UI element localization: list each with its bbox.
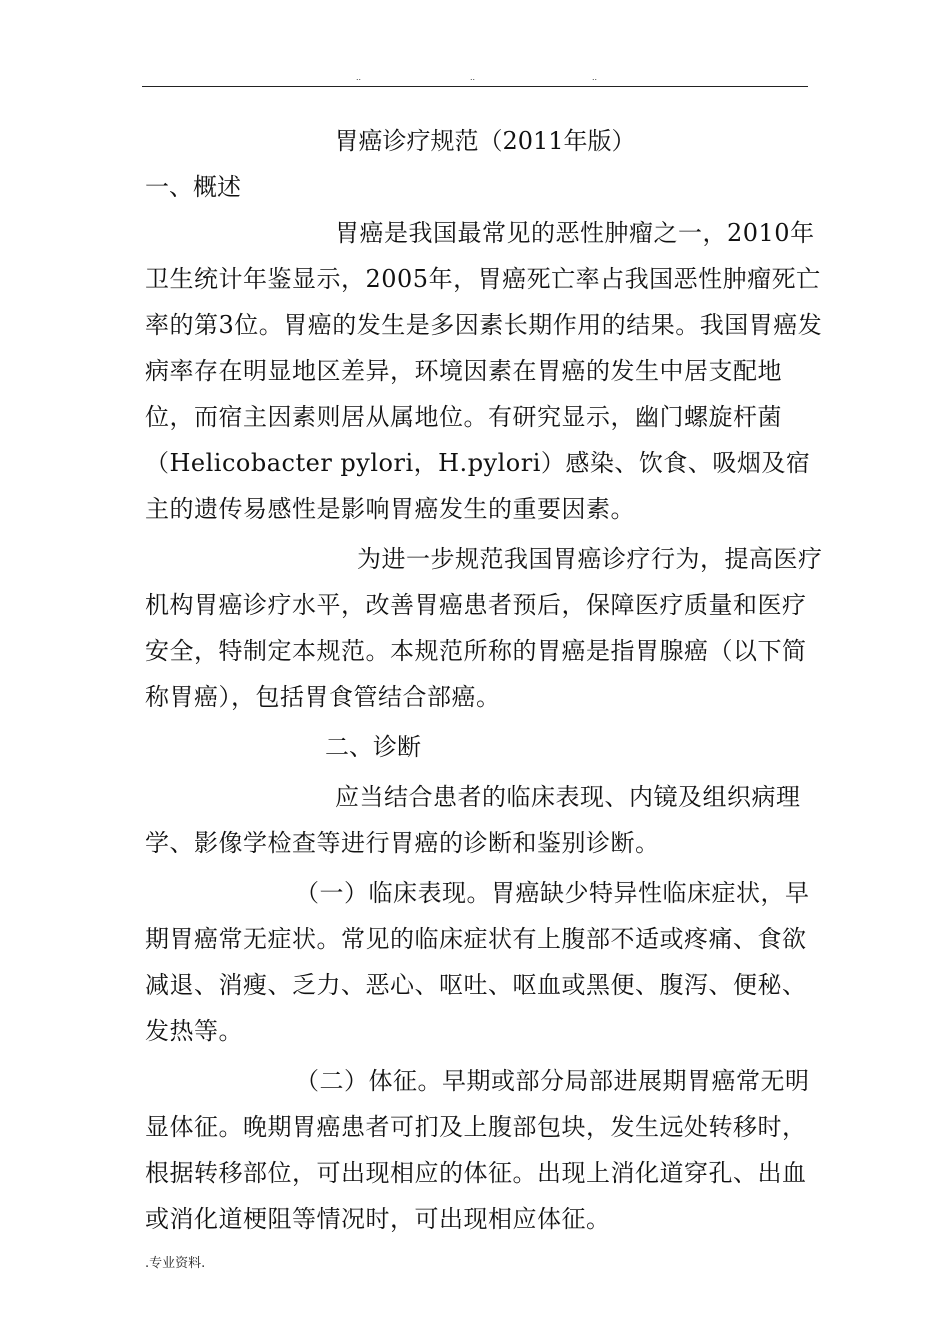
header-marks — [0, 72, 950, 86]
header-mark: .. — [592, 72, 598, 82]
section-heading-overview: 一、概述 — [145, 173, 241, 201]
header-rule — [142, 86, 808, 87]
section-heading-diagnosis: 二、诊断 — [325, 733, 421, 761]
page-footer: .专业资料. — [145, 1256, 206, 1271]
document-title: 胃癌诊疗规范（2011年版） — [334, 127, 636, 155]
paragraph-clinical-manifestations: （一）临床表现。胃癌缺少特异性临床症状，早期胃癌常无症状。常见的临床症状有上腹部不适或疼痛、食欲减退、消瘦、乏力、恶心、呕吐、呕血或黑便、腹泻、便秘、发热等。 — [145, 879, 810, 1045]
paragraph-overview-2: 为进一步规范我国胃癌诊疗行为，提高医疗机构胃癌诊疗水平，改善胃癌患者预后，保障医疗质量和医疗安全，特制定本规范。本规范所称的胃癌是指胃腺癌（以下简称胃癌），包括胃食管结合部癌。 — [145, 545, 823, 711]
document-body — [145, 118, 825, 1242]
header-mark: .. — [356, 72, 362, 82]
header-mark: .. — [470, 72, 476, 82]
paragraph-physical-signs: （二）体征。早期或部分局部进展期胃癌常无明显体征。晚期胃癌患者可扪及上腹部包块，发生远处转移时，根据转移部位，可出现相应的体征。出现上消化道穿孔、出血或消化道梗阻等情况时，可出现相应体征。 — [145, 1067, 810, 1233]
paragraph-overview-1: 胃癌是我国最常见的恶性肿瘤之一，2010年卫生统计年鉴显示，2005年，胃癌死亡率占我国恶性肿瘤死亡率的第3位。胃癌的发生是多因素长期作用的结果。我国胃癌发病率存在明显地区差异，环境因素在胃癌的发生中居支配地位，而宿主因素则居从属地位。有研究显示，幽门螺旋杆菌（Helicobacter pylori，H.pylori）感染、饮食、吸烟及宿主的遗传易感性是影响胃癌发生的重要因素。 — [145, 219, 823, 523]
paragraph-diagnosis-intro: 应当结合患者的临床表现、内镜及组织病理学、影像学检查等进行胃癌的诊断和鉴别诊断。 — [145, 783, 801, 857]
